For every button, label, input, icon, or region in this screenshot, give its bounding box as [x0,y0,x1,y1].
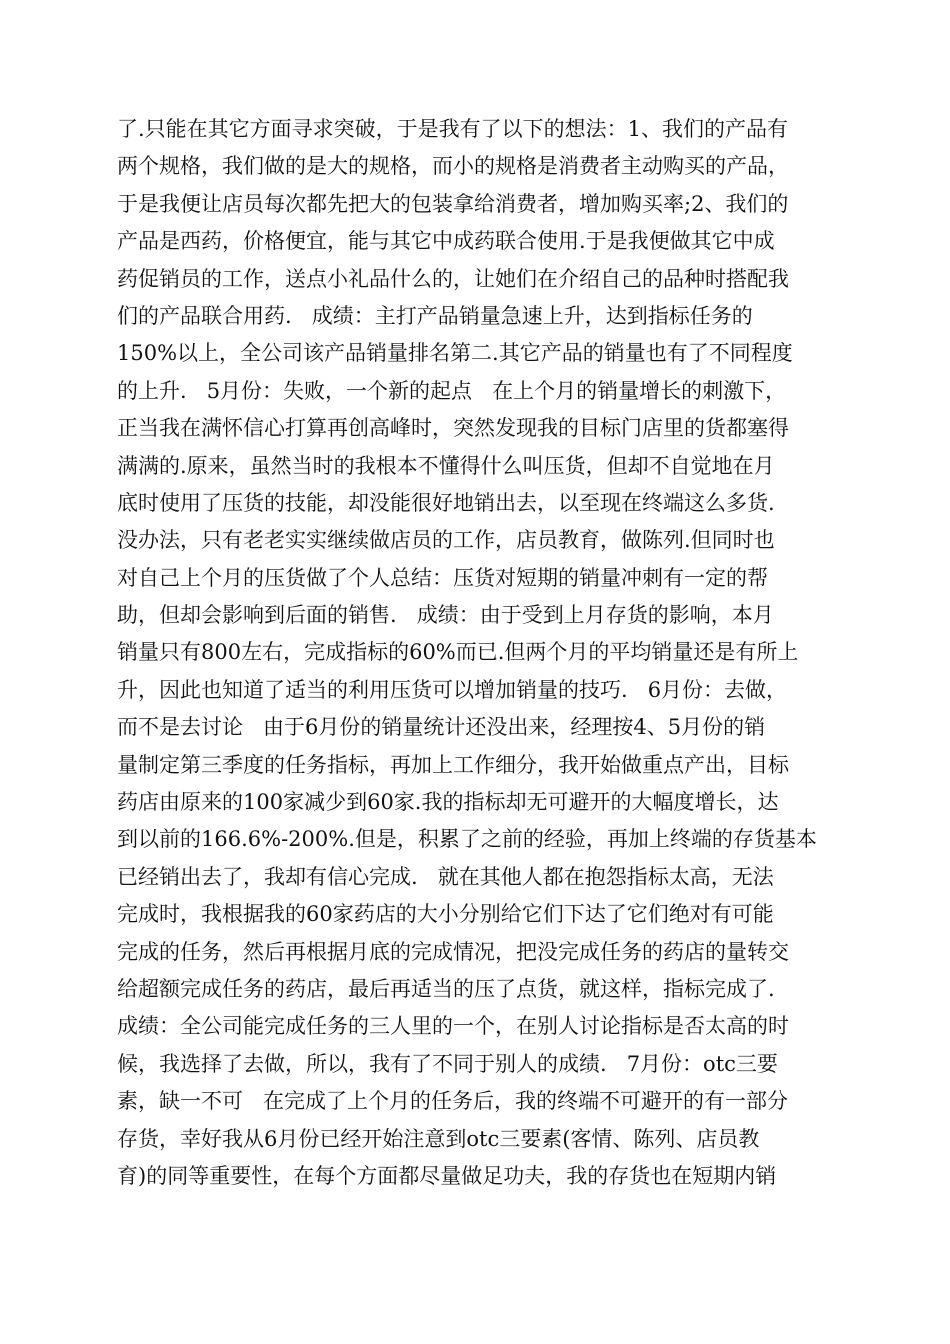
text-line: 候，我选择了去做，所以，我有了不同于别人的成绩. 7月份：otc三要 [117,1051,778,1076]
text-line: 育)的同等重要性，在每个方面都尽量做足功夫，我的存货也在短期内销 [117,1163,777,1188]
text-line: 两个规格，我们做的是大的规格，而小的规格是消费者主动购买的产品， [117,154,789,179]
text-line: 没办法，只有老老实实继续做店员的工作，店员教育，做陈列.但同时也 [117,528,775,553]
text-line: 已经销出去了，我却有信心完成. 就在其他人都在抱怨指标太高，无法 [117,864,774,889]
text-line: 了.只能在其它方面寻求突破，于是我有了以下的想法：1、我们的产品有 [117,117,789,141]
text-line: 量制定第三季度的任务指标，再加上工作细分，我开始做重点产出，目标 [117,752,789,777]
text-line: 药促销员的工作，送点小礼品什么的，让她们在介绍自己的品种时搭配我 [117,266,789,291]
text-line: 存货，幸好我从6月份已经开始注意到otc三要素(客情、陈列、店员教 [117,1126,760,1151]
text-line: 满满的.原来，虽然当时的我根本不懂得什么叫压货，但却不自觉地在月 [117,453,775,478]
text-line: 素，缺一不可 在完成了上个月的任务后，我的终端不可避开的有一部分 [117,1089,789,1114]
text-line: 底时使用了压货的技能，却没能很好地销出去，以至现在终端这么多货. [117,490,775,515]
text-line: 完成的任务，然后再根据月底的完成情况，把没完成任务的药店的量转交 [117,939,789,964]
text-line: 升，因此也知道了适当的利用压货可以增加销量的技巧. 6月份：去做， [117,677,788,702]
text-line: 的上升. 5月份：失败，一个新的起点 在上个月的销量增长的刺激下， [117,378,787,403]
text-line: 到以前的166.6%-200%.但是，积累了之前的经验，再加上终端的存货基本 [117,827,817,852]
text-line: 助，但却会影响到后面的销售. 成绩：由于受到上月存货的影响，本月 [117,603,774,628]
text-line: 150%以上，全公司该产品销量排名第二.其它产品的销量也有了不同程度 [117,341,793,366]
text-line: 正当我在满怀信心打算再创高峰时，突然发现我的目标门店里的货都塞得 [117,416,789,441]
text-line: 们的产品联合用药. 成绩：主打产品销量急速上升，达到指标任务的 [117,303,753,328]
text-line: 药店由原来的100家减少到60家.我的指标却无可避开的大幅度增长，达 [117,790,779,815]
text-line: 成绩：全公司能完成任务的三人里的一个，在别人讨论指标是否太高的时 [117,1014,789,1039]
body-text [117,111,837,1195]
text-line: 对自己上个月的压货做了个人总结：压货对短期的销量冲刺有一定的帮 [117,565,768,590]
text-line: 产品是西药，价格便宜，能与其它中成药联合使用.于是我便做其它中成 [117,229,775,254]
text-line: 于是我便让店员每次都先把大的包装拿给消费者，增加购买率;2、我们的 [117,191,789,216]
text-line: 完成时，我根据我的60家药店的大小分别给它们下达了它们绝对有可能 [117,902,774,927]
text-line: 而不是去讨论 由于6月份的销量统计还没出来，经理按4、5月份的销 [117,715,766,740]
text-line: 给超额完成任务的药店，最后再适当的压了点货，就这样，指标完成了. [117,976,775,1001]
text-line: 销量只有800左右，完成指标的60%而已.但两个月的平均销量还是有所上 [117,640,799,665]
